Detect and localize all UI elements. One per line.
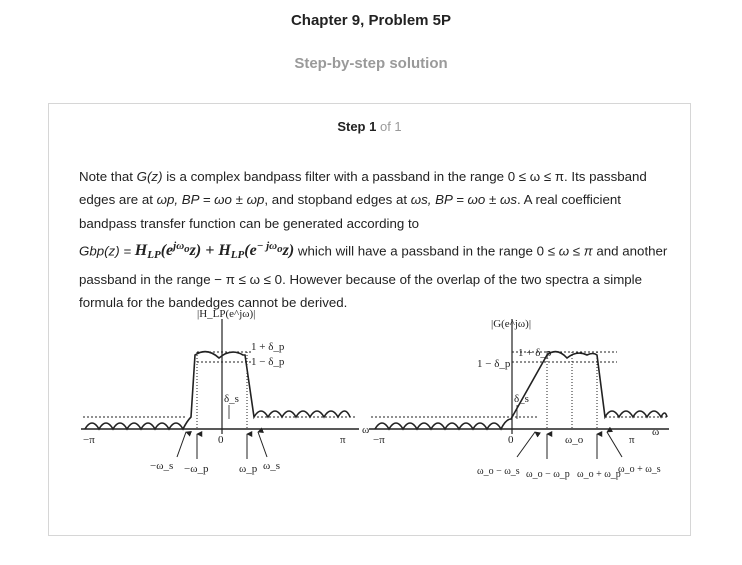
bandpass-upper-tol-label: 1 + δ_p: [518, 347, 552, 359]
page-title: Chapter 9, Problem 5P: [290, 12, 452, 29]
bandpass-edge-arrow-4: [607, 432, 622, 457]
solution-card: [48, 103, 691, 536]
transform-equation: $H_{LP}(e^{j\omega o}z) + H_{LP}(e^{- j\omega o}z)$: [134, 239, 295, 262]
step-label: Step 1: [337, 119, 377, 134]
paragraph-1: Note that G(z) is a complex bandpass filter with a passband in the range 0 ≤ ω ≤ π. Its passband edges are at ωp, BP = ωo ± ωp, and stopband edges at ωs, BP = ωo ± ωs. A real coefficient bandpass transfer function can be generated according to: [79, 169, 647, 231]
bandpass-edge-3: ω_o + ω_p: [577, 469, 621, 480]
bandpass-edge-4: ω_o + ω_s: [618, 464, 661, 475]
lowpass-labels: [83, 309, 369, 475]
bandpass-tick-pi: π: [629, 434, 635, 446]
step-count: of 1: [379, 119, 402, 134]
stopband-edges: ωs, BP = ωo ± ωs: [410, 192, 517, 208]
lowpass-edge-wp: ω_p: [239, 463, 258, 475]
lowpass-edge-arrow-neg-ws: [177, 432, 186, 457]
bandpass-labels: [373, 318, 661, 480]
bandpass-tick-wo: ω_o: [565, 434, 584, 446]
gz-symbol: G(z): [136, 169, 163, 184]
bandpass-edge-arrow-1: [517, 432, 535, 457]
lowpass-tick-pi: π: [340, 434, 346, 446]
solution-subtitle: Step-by-step solution: [294, 55, 448, 72]
lowpass-edge-arrow-ws: [258, 432, 267, 457]
lowpass-axis-label: ω: [362, 424, 370, 436]
frequency-response-figure: [77, 309, 669, 489]
bandpass-panel: [369, 319, 669, 459]
bandpass-stop-tol-label: δ_s: [514, 393, 529, 405]
paragraph-2: $Gbp(z) = H_{LP}(e^{j\omega o}z) + H_{LP}(e^{- j\omega o}z)$ which will have a passband in the range 0 ≤ ω ≤ π and another passband in the range − π ≤ ω ≤ 0. However because of the overlap of the two spectra a simple formula for the bandedges cannot be derived.: [79, 239, 668, 310]
lowpass-edge-neg-wp: −ω_p: [184, 463, 209, 475]
lowpass-stop-tol-label: δ_s: [224, 393, 239, 405]
lowpass-edge-neg-ws: −ω_s: [150, 460, 174, 472]
bandpass-edge-2: ω_o − ω_p: [526, 469, 570, 480]
bandpass-tick-zero: 0: [508, 434, 514, 446]
lowpass-tick-zero: 0: [218, 434, 224, 446]
bandpass-edge-1: ω_o − ω_s: [477, 466, 520, 477]
lowpass-tick-neg-pi: −π: [83, 434, 95, 446]
lowpass-lower-tol-label: 1 − δ_p: [251, 356, 285, 368]
bandpass-ylabel: |G(e^jω)|: [491, 318, 532, 330]
bandpass-lower-tol-label: 1 − δ_p: [477, 358, 511, 370]
bandpass-tick-neg-pi: −π: [373, 434, 385, 446]
gbp-label: Gbp(z) =: [79, 243, 135, 259]
step-header: [49, 119, 690, 134]
lowpass-ylabel: |H_LP(e^jω)|: [197, 309, 256, 320]
bandpass-axis-label: ω: [652, 426, 660, 438]
lowpass-edge-ws: ω_s: [263, 460, 281, 472]
passband-edges: ωp, BP = ωo ± ωp: [156, 192, 265, 208]
solution-text: [79, 165, 674, 314]
lowpass-upper-tol-label: 1 + δ_p: [251, 341, 285, 353]
